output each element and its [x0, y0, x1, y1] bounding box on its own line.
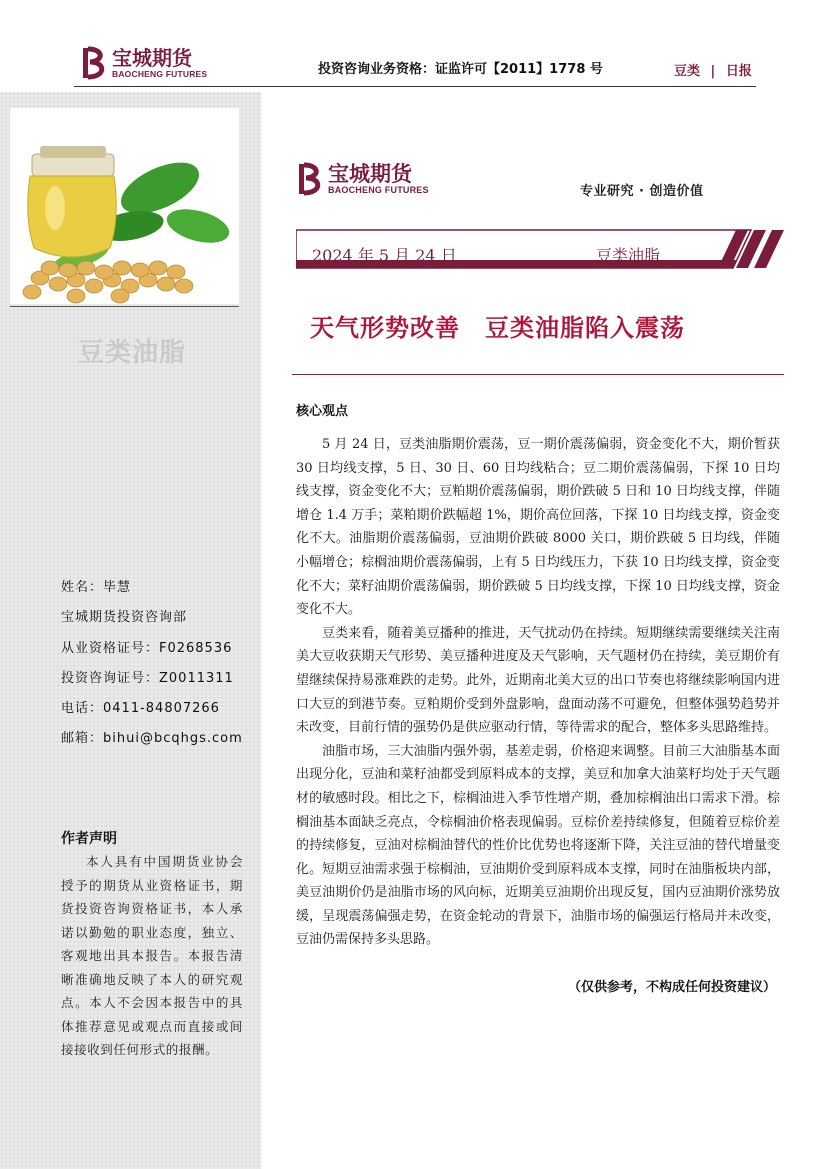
logo-name-cn: 宝城期货: [112, 45, 192, 70]
author-email[interactable]: 邮箱：bihui@bcqhgs.com: [61, 731, 243, 746]
declaration-title: 作者声明: [61, 831, 117, 847]
author-department: 宝城期货投资咨询部: [61, 610, 188, 625]
author-phone: 电话：0411-84807266: [61, 701, 220, 716]
cover-logo-name-en: BAOCHENG FUTURES: [328, 185, 429, 195]
sidebar-category-label: 豆类油脂: [78, 338, 187, 368]
core-view-body: [296, 433, 780, 952]
sidebar-image-rule: [10, 306, 239, 307]
report-headline: 天气形势改善 豆类油脂陷入震荡: [310, 314, 685, 342]
header-logo: [82, 46, 207, 80]
slogan: 专业研究 · 创造价值: [580, 184, 704, 199]
report-sector: 豆类油脂: [596, 246, 661, 265]
paragraph-soybean: 豆类来看，随着美豆播种的推进，天气扰动仍在持续。短期继续需要继续关注南美大豆收获期天气形势、美豆播种进度及天气影响，天气题材仍在持续，美豆期价有望继续保持易涨难跌的走势。此外，近期南北美大豆的出口节奏也将继续影响国内进口大豆的到港节奏。豆粕期价受到外盘影响，盘面动荡不可避免，但整体强势趋势并未改变，目前行情的强势仍是供应驱动行情，等待需求的配合，整体多头思路维持。: [296, 625, 780, 736]
logo-name-en: BAOCHENG FUTURES: [112, 68, 208, 79]
soybean-oil-photo: [10, 108, 239, 304]
headline-rule: [292, 374, 784, 375]
soybean-oil-illustration: [10, 108, 239, 304]
practice-license: 从业资格证号：F0268536: [61, 641, 233, 656]
header-divider: [74, 86, 756, 87]
category-label: 豆类: [674, 64, 701, 79]
qualification-text: 投资咨询业务资格：证监许可【2011】1778 号: [318, 62, 603, 77]
paragraph-market-summary: 5 月 24 日，豆类油脂期价震荡，豆一期价震荡偏弱，资金变化不大，期价暂获 30 日均线支撑，5 日、30 日、60 日均线粘合；豆二期价震荡偏弱，下探 10 日均线支撑，资金变化不大；豆粕期价震荡偏弱，期价跌破 5 日和 10 日均线支撑，伴随增仓 1.4 万手；菜粕期价跌幅超 1%，期价高位回落，下探 10 日均线支撑，资金变化不大。油脂期价震荡偏弱，豆油期价跌破 8000 关口，期价跌破 5 日均线，伴随小幅增仓；棕榈油期价震荡偏弱，上有 5 日均线压力，下获 10 日均线支撑，资金变化不大；菜籽油期价震荡偏弱，期价跌破 5 日均线支撑，下探 10 日均线支撑，资金变化不大。: [296, 437, 780, 618]
baocheng-logo-icon: [82, 46, 108, 80]
disclaimer: （仅供参考，不构成任何投资建议）: [567, 980, 776, 995]
report-date: 2024 年 5 月 24 日: [312, 246, 457, 265]
report-type-label: 日报: [725, 64, 752, 79]
baocheng-logo-icon: [298, 162, 324, 196]
declaration-body: 本人具有中国期货业协会授予的期货从业资格证书，期货投资咨询资格证书，本人承诺以勤勉的职业态度，独立、客观地出具本报告。本报告清晰准确地反映了本人的研究观点。本人不会因本报告中的具体推荐意见或观点而直接或间接接收到任何形式的报酬。: [61, 854, 243, 1057]
paragraph-oils: 油脂市场，三大油脂内强外弱，基差走弱，价格迎来调整。目前三大油脂基本面出现分化，豆油和菜籽油都受到原料成本的支撑，美豆和加拿大油菜籽均处于天气题材的敏感时段。相比之下，棕榈油进入季节性增产期，叠加棕榈油出口需求下滑。棕榈油基本面缺乏亮点，令棕榈油价格表现偏弱。豆棕价差持续修复，但随着豆棕价差的持续修复，豆油对棕榈油替代的性价比优势也将逐渐下降，关注豆油的替代增量变化。短期豆油需求强于棕榈油，豆油期价受到原料成本支撑，同时在油脂板块内部，美豆油期价仍是油脂市场的风向标，近期美豆油期价出现反复，国内豆油期价涨势放缓，呈现震荡偏强走势，在资金轮动的背景下，油脂市场的偏强运行格局并未改变，豆油仍需保持多头思路。: [296, 743, 780, 948]
consulting-license: 投资咨询证号：Z0011311: [61, 671, 234, 686]
header-separator: |: [710, 64, 716, 79]
cover-logo-name-cn: 宝城期货: [328, 161, 412, 186]
author-name: 姓名：毕慧: [61, 580, 132, 595]
cover-logo: [298, 162, 429, 196]
report-category: [674, 60, 752, 79]
core-view-heading: 核心观点: [296, 404, 349, 419]
